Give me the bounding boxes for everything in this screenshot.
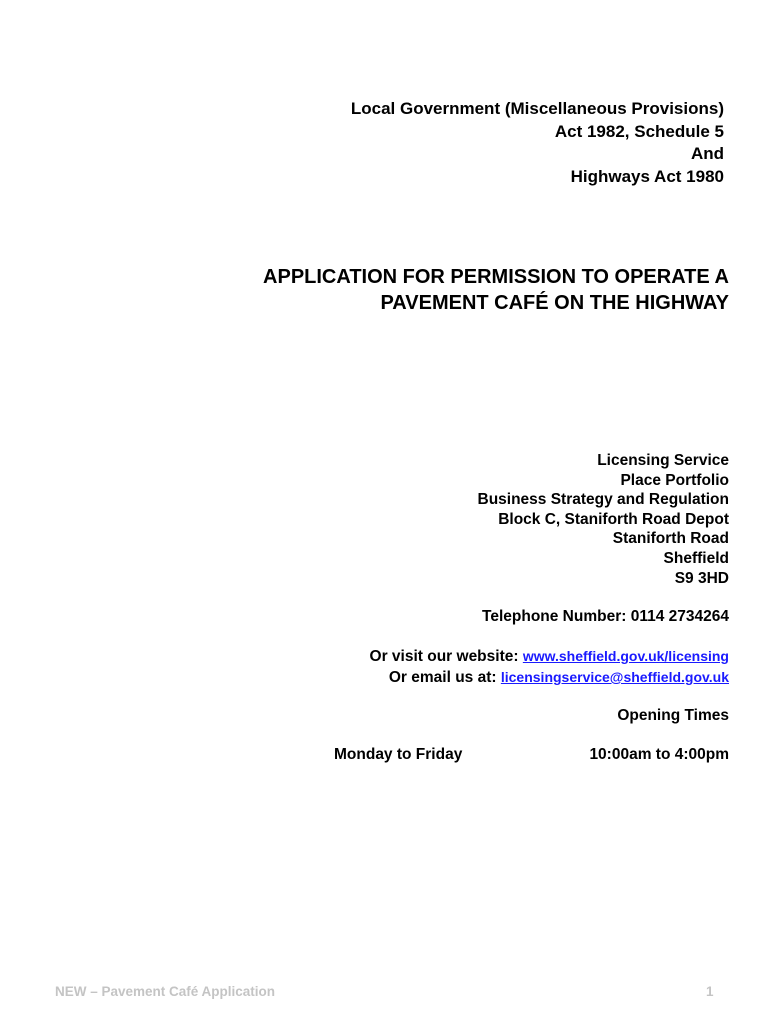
opening-times-heading: Opening Times — [617, 707, 729, 724]
address-line-4: Block C, Staniforth Road Depot — [498, 510, 729, 528]
email-link[interactable]: licensingservice@sheffield.gov.uk — [500, 669, 729, 685]
telephone-number: Telephone Number: 0114 2734264 — [482, 608, 729, 625]
act-line-4: Highways Act 1980 — [570, 166, 724, 186]
address-line-6: Sheffield — [663, 549, 729, 567]
email-row — [370, 667, 729, 688]
footer-document-name: NEW – Pavement Café Application — [55, 984, 276, 999]
opening-hours: 10:00am to 4:00pm — [589, 746, 729, 763]
title-line-1: APPLICATION FOR PERMISSION TO OPERATE A — [263, 266, 729, 288]
email-label: Or email us at: — [388, 669, 497, 686]
act-line-1: Local Government (Miscellaneous Provisions) — [350, 99, 724, 118]
opening-days: Monday to Friday — [334, 746, 463, 763]
address-line-1: Licensing Service — [597, 452, 729, 469]
address-block — [478, 451, 730, 588]
website-link[interactable]: www.sheffield.gov.uk/licensing — [522, 648, 729, 664]
website-label: Or visit our website: — [369, 648, 519, 665]
address-line-2: Place Portfolio — [620, 471, 729, 489]
contact-block — [370, 646, 729, 688]
footer-page-number: 1 — [706, 984, 714, 999]
act-line-2: Act 1982, Schedule 5 — [554, 121, 724, 141]
website-row — [370, 646, 729, 667]
act-line-3: And — [690, 144, 724, 163]
address-line-5: Staniforth Road — [612, 530, 729, 548]
address-line-7: S9 3HD — [674, 569, 729, 587]
document-title — [263, 264, 729, 316]
title-line-2: PAVEMENT CAFÉ ON THE HIGHWAY — [380, 292, 729, 314]
address-line-3: Business Strategy and Regulation — [477, 491, 729, 509]
act-heading — [351, 98, 724, 188]
